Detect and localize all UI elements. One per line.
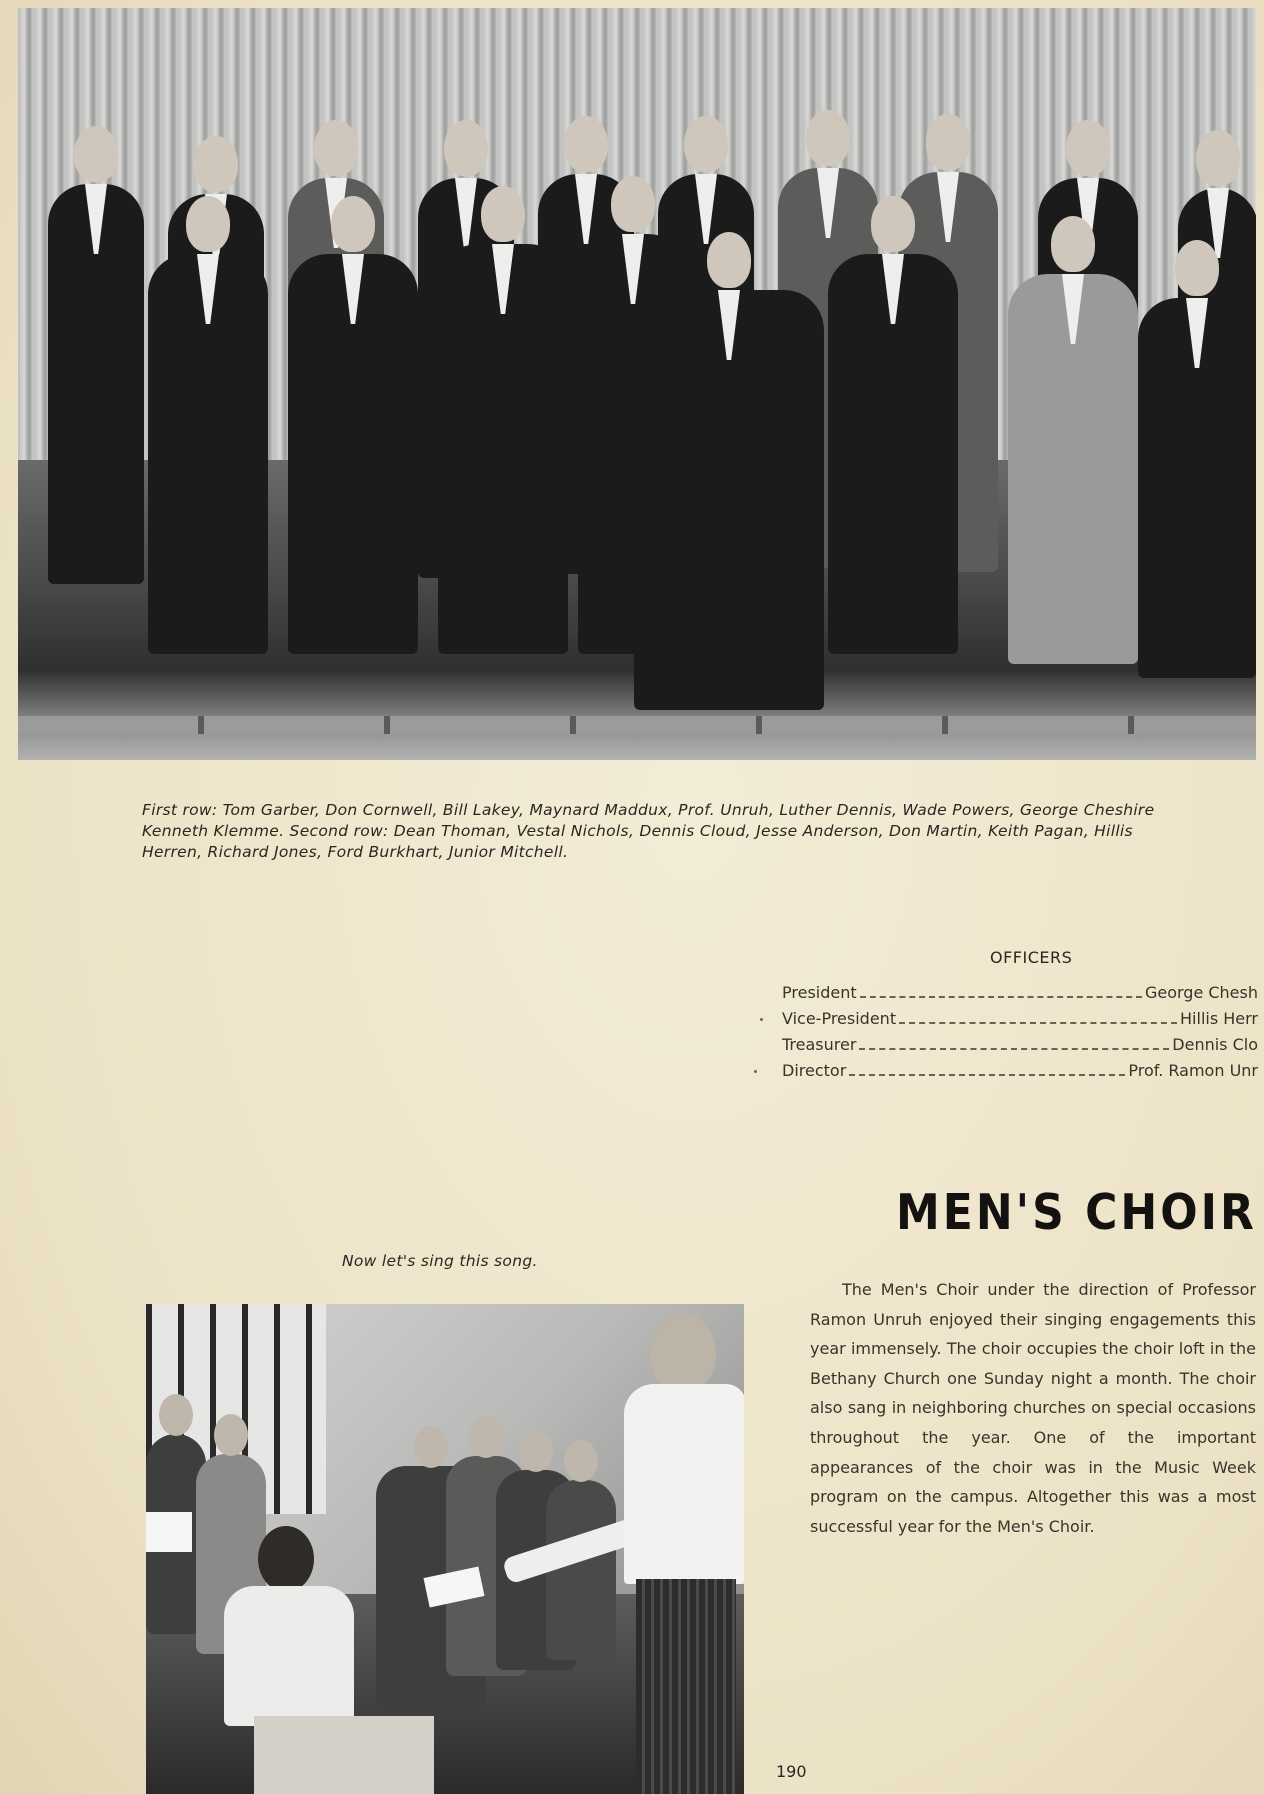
choir-member	[148, 254, 268, 654]
margin-speck	[760, 1018, 763, 1021]
choir-member	[1008, 274, 1138, 664]
legs	[254, 1716, 434, 1794]
officers-title: OFFICERS	[990, 948, 1073, 967]
officer-role: Vice-President	[782, 1009, 897, 1028]
officer-name: Prof. Ramon Unr	[1128, 1061, 1258, 1080]
sheet-music	[146, 1512, 192, 1552]
group-photo-caption: First row: Tom Garber, Don Cornwell, Bill Lakey, Maynard Maddux, Prof. Unruh, Luther Dennis, Wade Powers, George Cheshire Kenneth Klemme. Second row: Dean Thoman, Vestal Nichols, Dennis Cloud, Jesse Anderson, Don Martin, Keith Pagan, Hillis Herren, Richard Jones, Ford Burkhart, Junior Mitchell.	[142, 801, 1155, 861]
choir-member	[828, 254, 958, 654]
page-number: 190	[776, 1762, 807, 1781]
standing-director	[616, 1314, 744, 1794]
officers-list	[782, 983, 1258, 1087]
pants	[636, 1579, 736, 1794]
choir-member	[48, 184, 144, 584]
officer-name: Hillis Herr	[1180, 1009, 1258, 1028]
margin-speck	[754, 1070, 757, 1073]
body-paragraph: The Men's Choir under the direction of Professor Ramon Unruh enjoyed their singing engagements this year immensely. The choir occupies the choir loft in the Bethany Church one Sunday night a month. The choir also sang in neighboring churches on special occasions throughout the year. One of the important appearances of the choir was in the Music Week program on the campus. Altogether this was a most successful year for the Men's Choir.	[810, 1280, 1256, 1536]
director-figure	[634, 290, 824, 710]
choir-member	[438, 244, 568, 654]
choir-group-photo	[18, 8, 1256, 760]
officer-row-director	[782, 1061, 1258, 1087]
rehearsal-photo	[146, 1304, 744, 1794]
section-heading: MEN'S CHOIR	[896, 1184, 1257, 1242]
officer-role: Director	[782, 1061, 847, 1080]
stage-rail	[18, 716, 1256, 734]
leader-dots	[849, 1074, 1125, 1076]
seated-singer	[546, 1480, 616, 1660]
officer-role: Treasurer	[782, 1035, 857, 1054]
leader-dots	[899, 1022, 1177, 1024]
seated-man-foreground	[224, 1526, 374, 1794]
officer-name: Dennis Clo	[1172, 1035, 1258, 1054]
leader-dots	[859, 1048, 1169, 1050]
choir-member	[288, 254, 418, 654]
shirt	[224, 1586, 354, 1726]
shirt	[624, 1384, 744, 1584]
leader-dots	[860, 996, 1142, 998]
choir-member	[1138, 298, 1256, 678]
officer-role: President	[782, 983, 857, 1002]
officer-row-president	[782, 983, 1258, 1009]
rehearsal-photo-caption: Now let's sing this song.	[342, 1252, 538, 1270]
officer-row-treasurer	[782, 1035, 1258, 1061]
officer-name: George Chesh	[1144, 983, 1258, 1002]
head	[258, 1526, 314, 1592]
officer-row-vice-president	[782, 1009, 1258, 1035]
head	[650, 1314, 716, 1394]
